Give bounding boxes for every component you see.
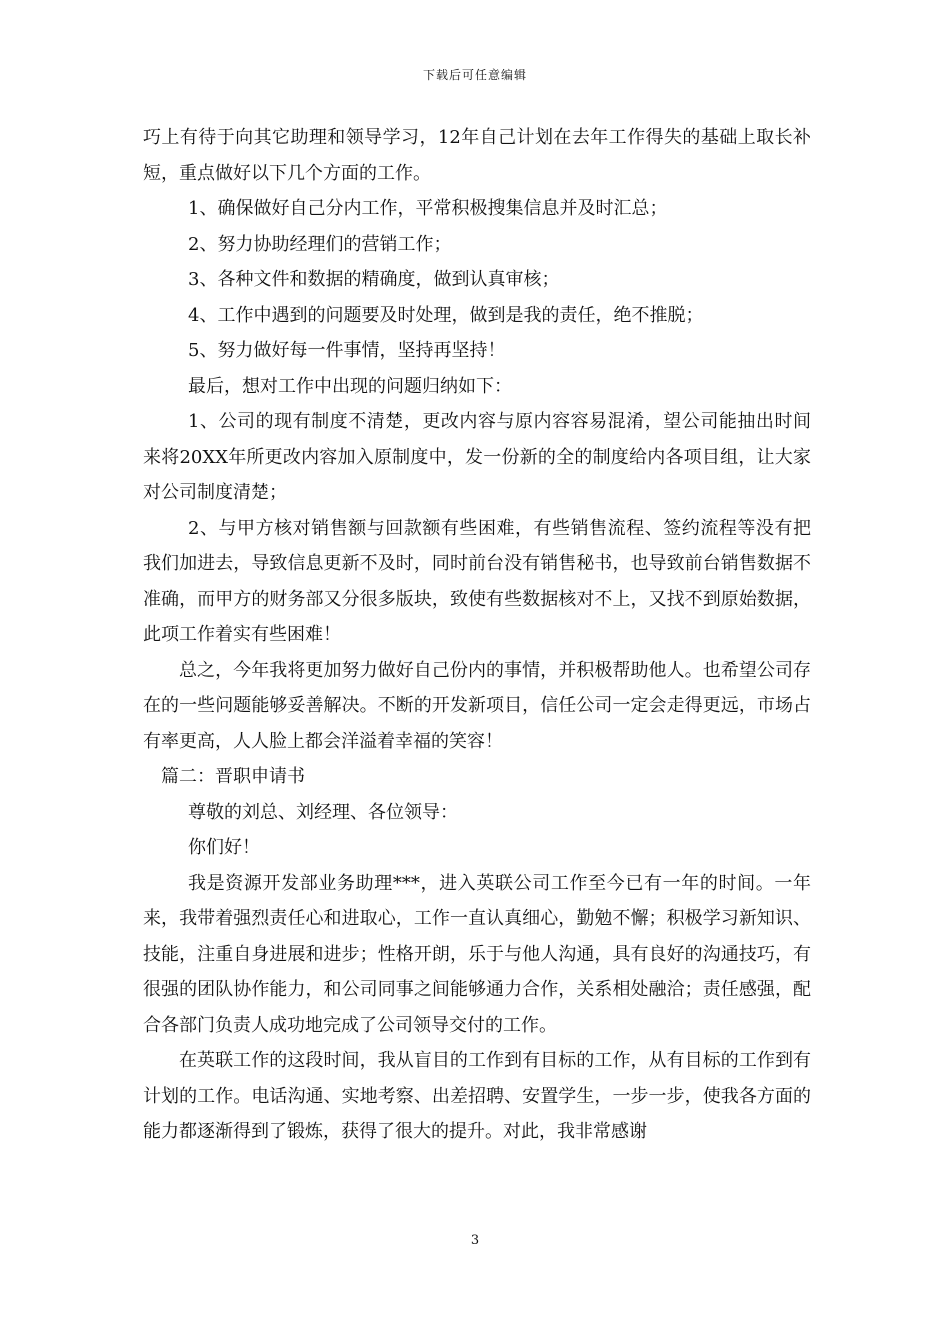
page-header: 下载后可任意编辑 [422, 68, 527, 82]
salutation: 尊敬的刘总、刘经理、各位领导： [188, 801, 458, 823]
list-item: 3、各种文件和数据的精确度，做到认真审核； [188, 269, 560, 290]
page-number: 3 [470, 1233, 480, 1248]
list-item: 1、确保做好自己分内工作，平常积极搜集信息并及时汇总； [188, 198, 668, 219]
list-item: 5、努力做好每一件事情，坚持再坚持！ [188, 340, 506, 361]
paragraph: 最后，想对工作中出现的问题归纳如下： [188, 375, 512, 397]
section-title: 篇二：晋职申请书 [161, 766, 305, 787]
list-item: 2、努力协助经理们的营销工作； [188, 233, 452, 255]
paragraph: 在英联工作的这段时间，我从盲目的工作到有目标的工作，从有目标的工作到有计划的工作。电话沟通、实地考察、出差招聘、安置学生，一步一步，使我各方面的能力都逐渐得到了锻炼，获得了很大的提升。对此，我非常感谢 [143, 1050, 811, 1142]
document-body [143, 120, 811, 1150]
paragraph: 我是资源开发部业务助理***，进入英联公司工作至今已有一年的时间。一年来，我带着强烈责任心和进取心，工作一直认真细心，勤勉不懈；积极学习新知识、技能，注重自身进展和进步；性格开朗，乐于与他人沟通，具有良好的沟通技巧，有很强的团队协作能力，和公司同事之间能够通力合作，关系相处融洽；责任感强，配合各部门负责人成功地完成了公司领导交付的工作。 [143, 872, 811, 1036]
paragraph: 2、与甲方核对销售额与回款额有些困难，有些销售流程、签约流程等没有把我们加进去，导致信息更新不及时，同时前台没有销售秘书，也导致前台销售数据不准确，而甲方的财务部又分很多版块，致使有些数据核对不上，又找不到原始数据，此项工作着实有些困难！ [143, 517, 811, 645]
list-item: 4、工作中遇到的问题要及时处理，做到是我的责任，绝不推脱； [188, 304, 704, 326]
paragraph: 巧上有待于向其它助理和领导学习，12年自己计划在去年工作得失的基础上取长补短，重点做好以下几个方面的工作。 [143, 127, 811, 184]
greeting: 你们好！ [188, 837, 260, 858]
paragraph: 总之，今年我将更加努力做好自己份内的事情，并积极帮助他人。也希望公司存在的一些问题能够妥善解决。不断的开发新项目，信任公司一定会走得更远，市场占有率更高，人人脸上都会洋溢着幸福的笑容！ [143, 659, 811, 752]
paragraph: 1、公司的现有制度不清楚，更改内容与原内容容易混淆，望公司能抽出时间来将20XX年所更改内容加入原制度中，发一份新的全的制度给内各项目组，让大家对公司制度清楚； [143, 411, 811, 503]
